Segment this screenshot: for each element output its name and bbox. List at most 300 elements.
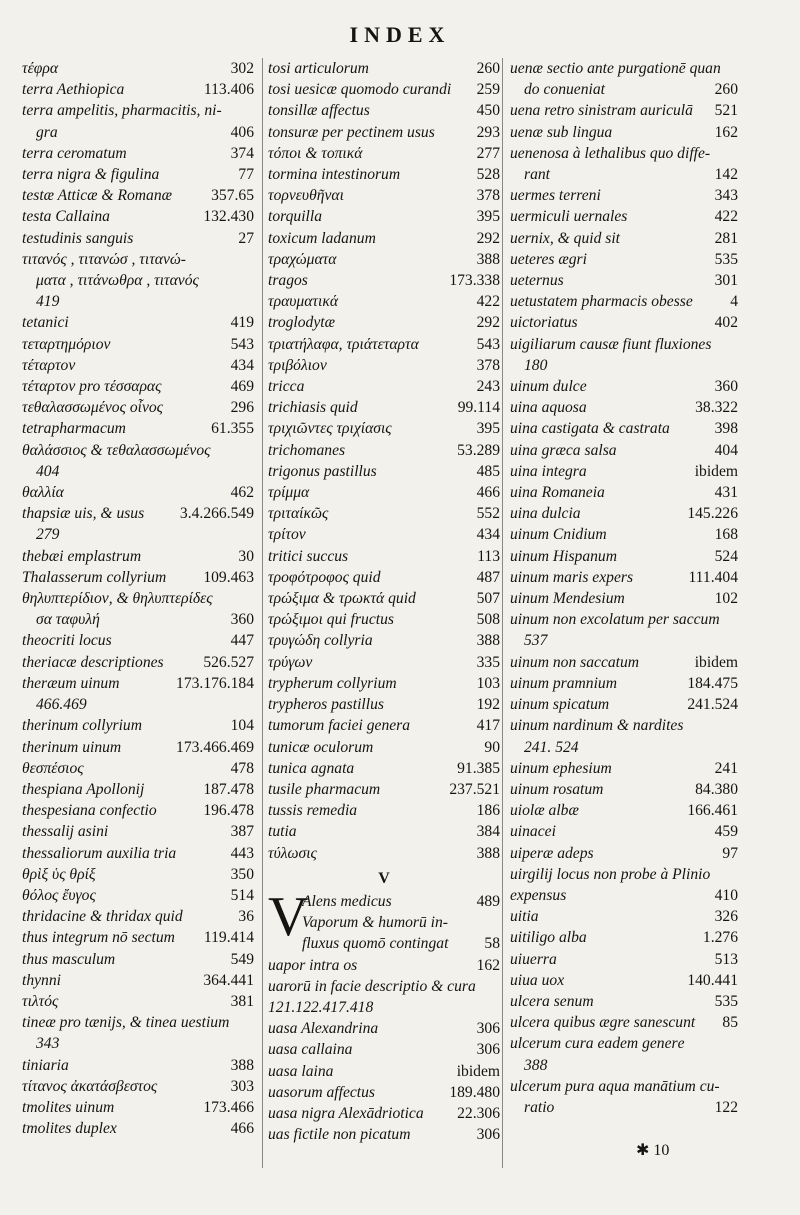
entry-page-ref: 406 [230, 123, 254, 141]
entry-term: uinum non saccatum [510, 653, 640, 671]
index-entry [510, 58, 738, 79]
entry-page-ref: 259 [476, 81, 500, 99]
entry-term: τραυματικά [268, 293, 339, 311]
index-entry [22, 779, 254, 800]
index-entry [510, 588, 738, 609]
entry-term: uasa callaina [268, 1041, 353, 1059]
entry-term: do conueniat [524, 81, 605, 99]
entry-page-ref: 306 [476, 1126, 500, 1144]
entry-page-ref: 378 [476, 356, 500, 374]
index-entry [510, 737, 738, 758]
entry-term: tunica agnata [268, 759, 355, 777]
index-entry [22, 588, 254, 609]
entry-term: uinum spicatum [510, 696, 610, 714]
entry-term: τρίτον [268, 526, 306, 544]
index-entry [510, 270, 738, 291]
index-entry [510, 206, 738, 227]
index-entry [22, 334, 254, 355]
entry-term: τρυγώδη collyria [268, 632, 373, 650]
entry-term: tonsuræ per pectinem usus [268, 123, 435, 141]
entry-page-ref: 192 [476, 696, 500, 714]
entry-page-ref: 384 [476, 823, 500, 841]
entry-term: uinum pramnium [510, 674, 617, 692]
entry-term: terra ampelitis, pharmacitis, ni- [22, 102, 222, 120]
entry-page-ref: 434 [230, 356, 254, 374]
entry-term: trichiasis quid [268, 399, 358, 417]
entry-page-ref: 535 [714, 250, 738, 268]
index-entry [268, 334, 500, 355]
entry-term: τιτανός , τιτανώσ , τιτανώ- [22, 250, 186, 268]
index-entry [510, 1012, 738, 1033]
entry-term: tritici succus [268, 547, 349, 565]
entry-page-ref: 378 [476, 187, 500, 205]
index-entry [510, 1097, 738, 1118]
entry-page-ref: 260 [476, 60, 500, 77]
index-entry [22, 206, 254, 227]
entry-term: tumorum faciei genera [268, 717, 411, 735]
index-entry [510, 143, 738, 164]
index-entry [268, 270, 500, 291]
index-entry [22, 79, 254, 100]
signature-mark: ✱ 10 [636, 1142, 670, 1159]
entry-page-ref: 260 [714, 81, 738, 99]
entry-term: τροφότροφος quid [268, 568, 381, 586]
index-entry [22, 1012, 254, 1033]
entry-page-ref: 296 [230, 399, 254, 417]
index-entry [268, 821, 500, 842]
entry-term: ulcerum pura aqua manātium cu- [510, 1077, 720, 1095]
entry-page-ref: 173.338 [449, 272, 500, 290]
entry-page-ref: 58 [484, 935, 500, 953]
index-entry [510, 164, 738, 185]
index-entry [510, 800, 738, 821]
entry-term: thebæi emplastrum [22, 547, 142, 565]
entry-term: uinum Hispanum [510, 547, 617, 565]
entry-term: τέταρτον pro τέσσαρας [22, 378, 162, 396]
index-entry [510, 546, 738, 567]
entry-term: thus integrum nō sectum [22, 929, 175, 947]
entry-page-ref: 4 [730, 293, 738, 311]
index-entry [22, 58, 254, 79]
index-entry [22, 737, 254, 758]
entry-term: tmolites duplex [22, 1120, 117, 1138]
index-entry [510, 334, 738, 355]
entry-page-ref: 85 [722, 1014, 738, 1032]
index-entry [22, 673, 254, 694]
index-entry [268, 758, 500, 779]
entry-term: tormina intestinorum [268, 166, 401, 184]
index-entry [510, 949, 738, 970]
entry-page-ref: 97 [722, 844, 738, 862]
index-entry [268, 122, 500, 143]
index-entry [22, 164, 254, 185]
entry-term: uernix, & quid sit [510, 229, 621, 247]
entry-term: thus masculum [22, 950, 116, 968]
entry-page-ref: 186 [476, 802, 500, 820]
index-entry [268, 955, 500, 976]
entry-page-ref: 521 [714, 102, 738, 120]
entry-page-ref: 90 [484, 738, 500, 756]
index-entry [302, 933, 500, 954]
entry-page-ref: 410 [714, 886, 738, 904]
entry-term: torquilla [268, 208, 323, 226]
entry-page-ref: 431 [714, 484, 738, 502]
entry-page-ref: 508 [476, 611, 500, 629]
index-entry [510, 630, 738, 651]
entry-term: ulcerum cura eadem generе [510, 1035, 685, 1053]
entry-term: Thalasserum collyrium [22, 568, 167, 586]
index-entry [510, 673, 738, 694]
index-entry [22, 397, 254, 418]
entry-term: ueteres ægri [510, 250, 587, 268]
index-entry [510, 864, 738, 885]
index-entry [22, 609, 254, 630]
entry-term: σα ταφυλή [36, 611, 100, 629]
entry-page-ref: 27 [238, 229, 254, 247]
entry-page-ref: 142 [714, 166, 738, 184]
entry-term: gra [36, 123, 58, 141]
entry-page-ref: 187.478 [203, 780, 254, 798]
entry-page-ref: 395 [476, 420, 500, 438]
entry-term: testa Callaina [22, 208, 110, 226]
index-entry [510, 991, 738, 1012]
entry-page-ref: 364.441 [203, 971, 254, 989]
entry-page-ref: 306 [476, 1041, 500, 1059]
entry-page-ref: 302 [230, 60, 254, 77]
entry-page-ref: 84.380 [695, 780, 738, 798]
entry-term: 404 [36, 462, 60, 480]
entry-page-ref: 343 [714, 187, 738, 205]
index-entry [268, 779, 500, 800]
index-entry [268, 482, 500, 503]
index-entry [268, 1103, 500, 1124]
entry-page-ref: 447 [230, 632, 254, 650]
index-entry [268, 249, 500, 270]
entry-page-ref: 543 [230, 335, 254, 353]
entry-term: τρώξιμοι qui fructus [268, 611, 394, 629]
index-entry [22, 249, 254, 270]
entry-term: expensus [510, 886, 567, 904]
section-heading: V [378, 869, 390, 887]
entry-page-ref: 140.441 [687, 971, 738, 989]
entry-term: uirgilij locus non probe à Plinio [510, 865, 711, 883]
index-column-middle [268, 58, 500, 1145]
entry-page-ref: 292 [476, 314, 500, 332]
entry-term: tricca [268, 378, 305, 396]
index-entry [268, 652, 500, 673]
entry-page-ref: 462 [230, 484, 254, 502]
index-entry [268, 1061, 500, 1082]
entry-term: τεθαλασσωμένος οἶνος [22, 399, 163, 417]
entry-page-ref: 535 [714, 992, 738, 1010]
entry-page-ref: 478 [230, 759, 254, 777]
entry-page-ref: 243 [476, 378, 500, 396]
entry-term: τόποι & τοπικά [268, 144, 363, 162]
entry-term: rant [524, 166, 550, 184]
entry-page-ref: 196.478 [203, 802, 254, 820]
entry-term: uina græca salsa [510, 441, 617, 459]
index-entry [510, 1033, 738, 1054]
entry-page-ref: 388 [476, 844, 500, 862]
index-entry [302, 891, 500, 912]
entry-term: τρίμμα [268, 484, 310, 502]
index-entry [510, 440, 738, 461]
entry-term: tusile pharmacum [268, 780, 381, 798]
entry-term: uina castigata & castrata [510, 420, 670, 438]
entry-page-ref: 102 [714, 590, 738, 608]
entry-page-ref: 99.114 [457, 399, 500, 417]
entry-term: θηλυπτερίδιον, & θηλυπτερίδες [22, 590, 213, 608]
entry-page-ref: 293 [476, 123, 500, 141]
entry-term: testudinis sanguis [22, 229, 134, 247]
column-divider [502, 58, 503, 1168]
entry-term: thridacine & thridax quid [22, 908, 183, 926]
index-entry [510, 291, 738, 312]
entry-term: θαλάσσιος & τεθαλασσωμένος [22, 441, 211, 459]
entry-page-ref: 388 [476, 632, 500, 650]
entry-term: terra Aethiopica [22, 81, 125, 99]
index-entry [510, 312, 738, 333]
entry-term: therinum collyrium [22, 717, 142, 735]
entry-term: 466.469 [36, 696, 87, 714]
index-entry [22, 291, 254, 312]
entry-page-ref: 292 [476, 229, 500, 247]
entry-page-ref: 30 [238, 547, 254, 565]
index-entry [268, 206, 500, 227]
index-entry [268, 418, 500, 439]
index-entry [22, 991, 254, 1012]
index-column-right [510, 58, 738, 1118]
entry-page-ref: 489 [476, 892, 500, 910]
index-entry [510, 461, 738, 482]
index-entry [268, 1082, 500, 1103]
index-entry [22, 885, 254, 906]
index-entry [22, 1097, 254, 1118]
entry-page-ref: 168 [714, 526, 738, 544]
entry-term: uina dulcia [510, 505, 581, 523]
index-entry [22, 1118, 254, 1139]
entry-term: 343 [36, 1035, 60, 1053]
entry-term: ulcera senum [510, 992, 594, 1010]
entry-term: uenæ sectio ante purgationē quan [510, 60, 721, 77]
entry-term: tetrapharmacum [22, 420, 126, 438]
entry-page-ref: 306 [476, 1020, 500, 1038]
index-entry [268, 79, 500, 100]
entry-page-ref: 549 [230, 950, 254, 968]
entry-term: thapsiæ uis, & usus [22, 505, 145, 523]
entry-term: Alens medicus [302, 892, 392, 910]
index-entry [510, 609, 738, 630]
entry-page-ref: 402 [714, 314, 738, 332]
entry-term: trypheros pastillus [268, 696, 384, 714]
index-entry [510, 694, 738, 715]
entry-page-ref: 189.480 [449, 1083, 500, 1101]
entry-page-ref: 111.404 [688, 568, 738, 586]
index-entry [268, 312, 500, 333]
index-entry [510, 843, 738, 864]
entry-term: trypherum collyrium [268, 674, 397, 692]
index-entry [22, 843, 254, 864]
entry-page-ref: 360 [714, 378, 738, 396]
entry-page-ref: 38.322 [695, 399, 738, 417]
index-entry [22, 1076, 254, 1097]
entry-term: τραχώματα [268, 250, 337, 268]
entry-page-ref: 1.276 [702, 929, 738, 947]
entry-term: uermes terreni [510, 187, 601, 205]
index-entry [510, 1055, 738, 1076]
entry-term: 537 [524, 632, 548, 650]
entry-page-ref: 459 [714, 823, 738, 841]
index-entry [510, 567, 738, 588]
index-entry [22, 418, 254, 439]
entry-page-ref: 381 [230, 992, 254, 1010]
entry-term: τεταρτημόριον [22, 335, 111, 353]
index-entry [268, 376, 500, 397]
entry-term: thessaliorum auxilia tria [22, 844, 177, 862]
index-entry [22, 1033, 254, 1054]
entry-term: uenenosa à lethalibus quo diffe- [510, 144, 711, 162]
entry-page-ref: 241 [714, 759, 738, 777]
index-entry [510, 758, 738, 779]
entry-term: tosi uesicæ quomodo curandi [268, 81, 452, 99]
index-entry [510, 503, 738, 524]
entry-term: tineæ pro tænijs, & tinea uestium [22, 1014, 230, 1032]
entry-term: uina aquosa [510, 399, 587, 417]
index-entry [510, 100, 738, 121]
entry-page-ref: 528 [476, 166, 500, 184]
entry-page-ref: 360 [230, 611, 254, 629]
entry-term: θρὶξ ὑς θρίξ [22, 865, 96, 883]
entry-term: ratio [524, 1098, 555, 1116]
index-entry [510, 228, 738, 249]
index-entry [22, 100, 254, 121]
entry-term: tonsillæ affectus [268, 102, 370, 120]
entry-term: θόλος ἔυγος [22, 886, 96, 904]
entry-term: uinum maris expers [510, 568, 634, 586]
entry-term: τύλωσις [268, 844, 317, 862]
entry-term: τέφρα [22, 60, 59, 77]
entry-term: uapor intra os [268, 956, 358, 974]
entry-page-ref: 552 [476, 505, 500, 523]
entry-term: uitia [510, 908, 539, 926]
entry-page-ref: 3.4.266.549 [179, 505, 254, 523]
index-entry [22, 312, 254, 333]
entry-term: τορνευθῆναι [268, 187, 344, 205]
entry-term: τιλτός [22, 992, 59, 1010]
entry-page-ref: 119.414 [203, 929, 254, 947]
entry-page-ref: 104 [230, 717, 254, 735]
index-entry [268, 228, 500, 249]
index-entry [268, 291, 500, 312]
index-entry [510, 397, 738, 418]
index-entry [510, 927, 738, 948]
entry-page-ref: 357.65 [211, 187, 254, 205]
entry-term: 241. 524 [524, 738, 579, 756]
index-entry [268, 1039, 500, 1060]
entry-page-ref: 241.524 [687, 696, 738, 714]
entry-page-ref: 469 [230, 378, 254, 396]
index-entry [22, 715, 254, 736]
index-entry [510, 185, 738, 206]
index-entry [22, 355, 254, 376]
index-entry [510, 249, 738, 270]
entry-term: uiperæ adeps [510, 844, 594, 862]
entry-page-ref: 485 [476, 462, 500, 480]
entry-term: thespesiana confectio [22, 802, 157, 820]
entry-term: tmolites uinum [22, 1098, 115, 1116]
entry-term: uinum nardinum & nardites [510, 717, 684, 735]
entry-term: τριταίκῶς [268, 505, 329, 523]
entry-term: τίτανος ἀκατάσβεστος [22, 1077, 158, 1095]
entry-term: uarorū in facie descriptio & cura [268, 977, 476, 995]
entry-term: troglodytæ [268, 314, 335, 332]
entry-term: Vaporum & humorū in- [302, 914, 448, 932]
index-entry [22, 567, 254, 588]
entry-term: ματα , τιτάνωθρα , τιτανός [36, 272, 199, 290]
entry-page-ref: 237.521 [449, 780, 500, 798]
entry-term: tussis remedia [268, 802, 358, 820]
index-entry [268, 503, 500, 524]
index-entry [268, 609, 500, 630]
index-entry [510, 376, 738, 397]
index-entry [268, 997, 500, 1018]
index-entry [22, 546, 254, 567]
entry-term: uigiliarum causæ fiunt fluxiones [510, 335, 712, 353]
entry-page-ref: 303 [230, 1077, 254, 1095]
index-entry [510, 524, 738, 545]
entry-term: tosi articulorum [268, 60, 369, 77]
index-entry [268, 100, 500, 121]
entry-page-ref: 487 [476, 568, 500, 586]
index-entry [268, 567, 500, 588]
entry-page-ref: 173.176.184 [176, 674, 254, 692]
index-entry [22, 800, 254, 821]
entry-term: uena retro sinistram auriculā [510, 102, 693, 120]
entry-term: uitiligo alba [510, 929, 587, 947]
entry-page-ref: 524 [714, 547, 738, 565]
entry-term: uinacei [510, 823, 556, 841]
index-entry [268, 58, 500, 79]
entry-term: tetanici [22, 314, 69, 332]
entry-page-ref: 173.466.469 [176, 738, 254, 756]
entry-page-ref: 335 [476, 653, 500, 671]
entry-term: testæ Atticæ & Romanæ [22, 187, 173, 205]
entry-term: τριβόλιον [268, 356, 327, 374]
entry-term: ueternus [510, 272, 564, 290]
entry-term: uasa nigra Alexādriotica [268, 1104, 424, 1122]
index-entry [510, 652, 738, 673]
entry-term: uina Romaneia [510, 484, 605, 502]
entry-term: thynni [22, 971, 61, 989]
index-entry [268, 164, 500, 185]
index-entry [268, 397, 500, 418]
entry-term: uina integra [510, 462, 587, 480]
index-entry [22, 122, 254, 143]
entry-term: uetustatem pharmacis obesse [510, 293, 693, 311]
entry-page-ref: ibidem [694, 653, 738, 671]
entry-page-ref: 162 [476, 956, 500, 974]
index-entry [268, 440, 500, 461]
index-entry [22, 270, 254, 291]
entry-page-ref: 326 [714, 908, 738, 926]
entry-page-ref: 404 [714, 441, 738, 459]
index-entry [268, 588, 500, 609]
index-entry [268, 630, 500, 651]
entry-page-ref: 61.355 [211, 420, 254, 438]
entry-term: uenæ sub lingua [510, 123, 613, 141]
entry-term: uasa laina [268, 1062, 334, 1080]
entry-page-ref: 113.406 [203, 81, 254, 99]
